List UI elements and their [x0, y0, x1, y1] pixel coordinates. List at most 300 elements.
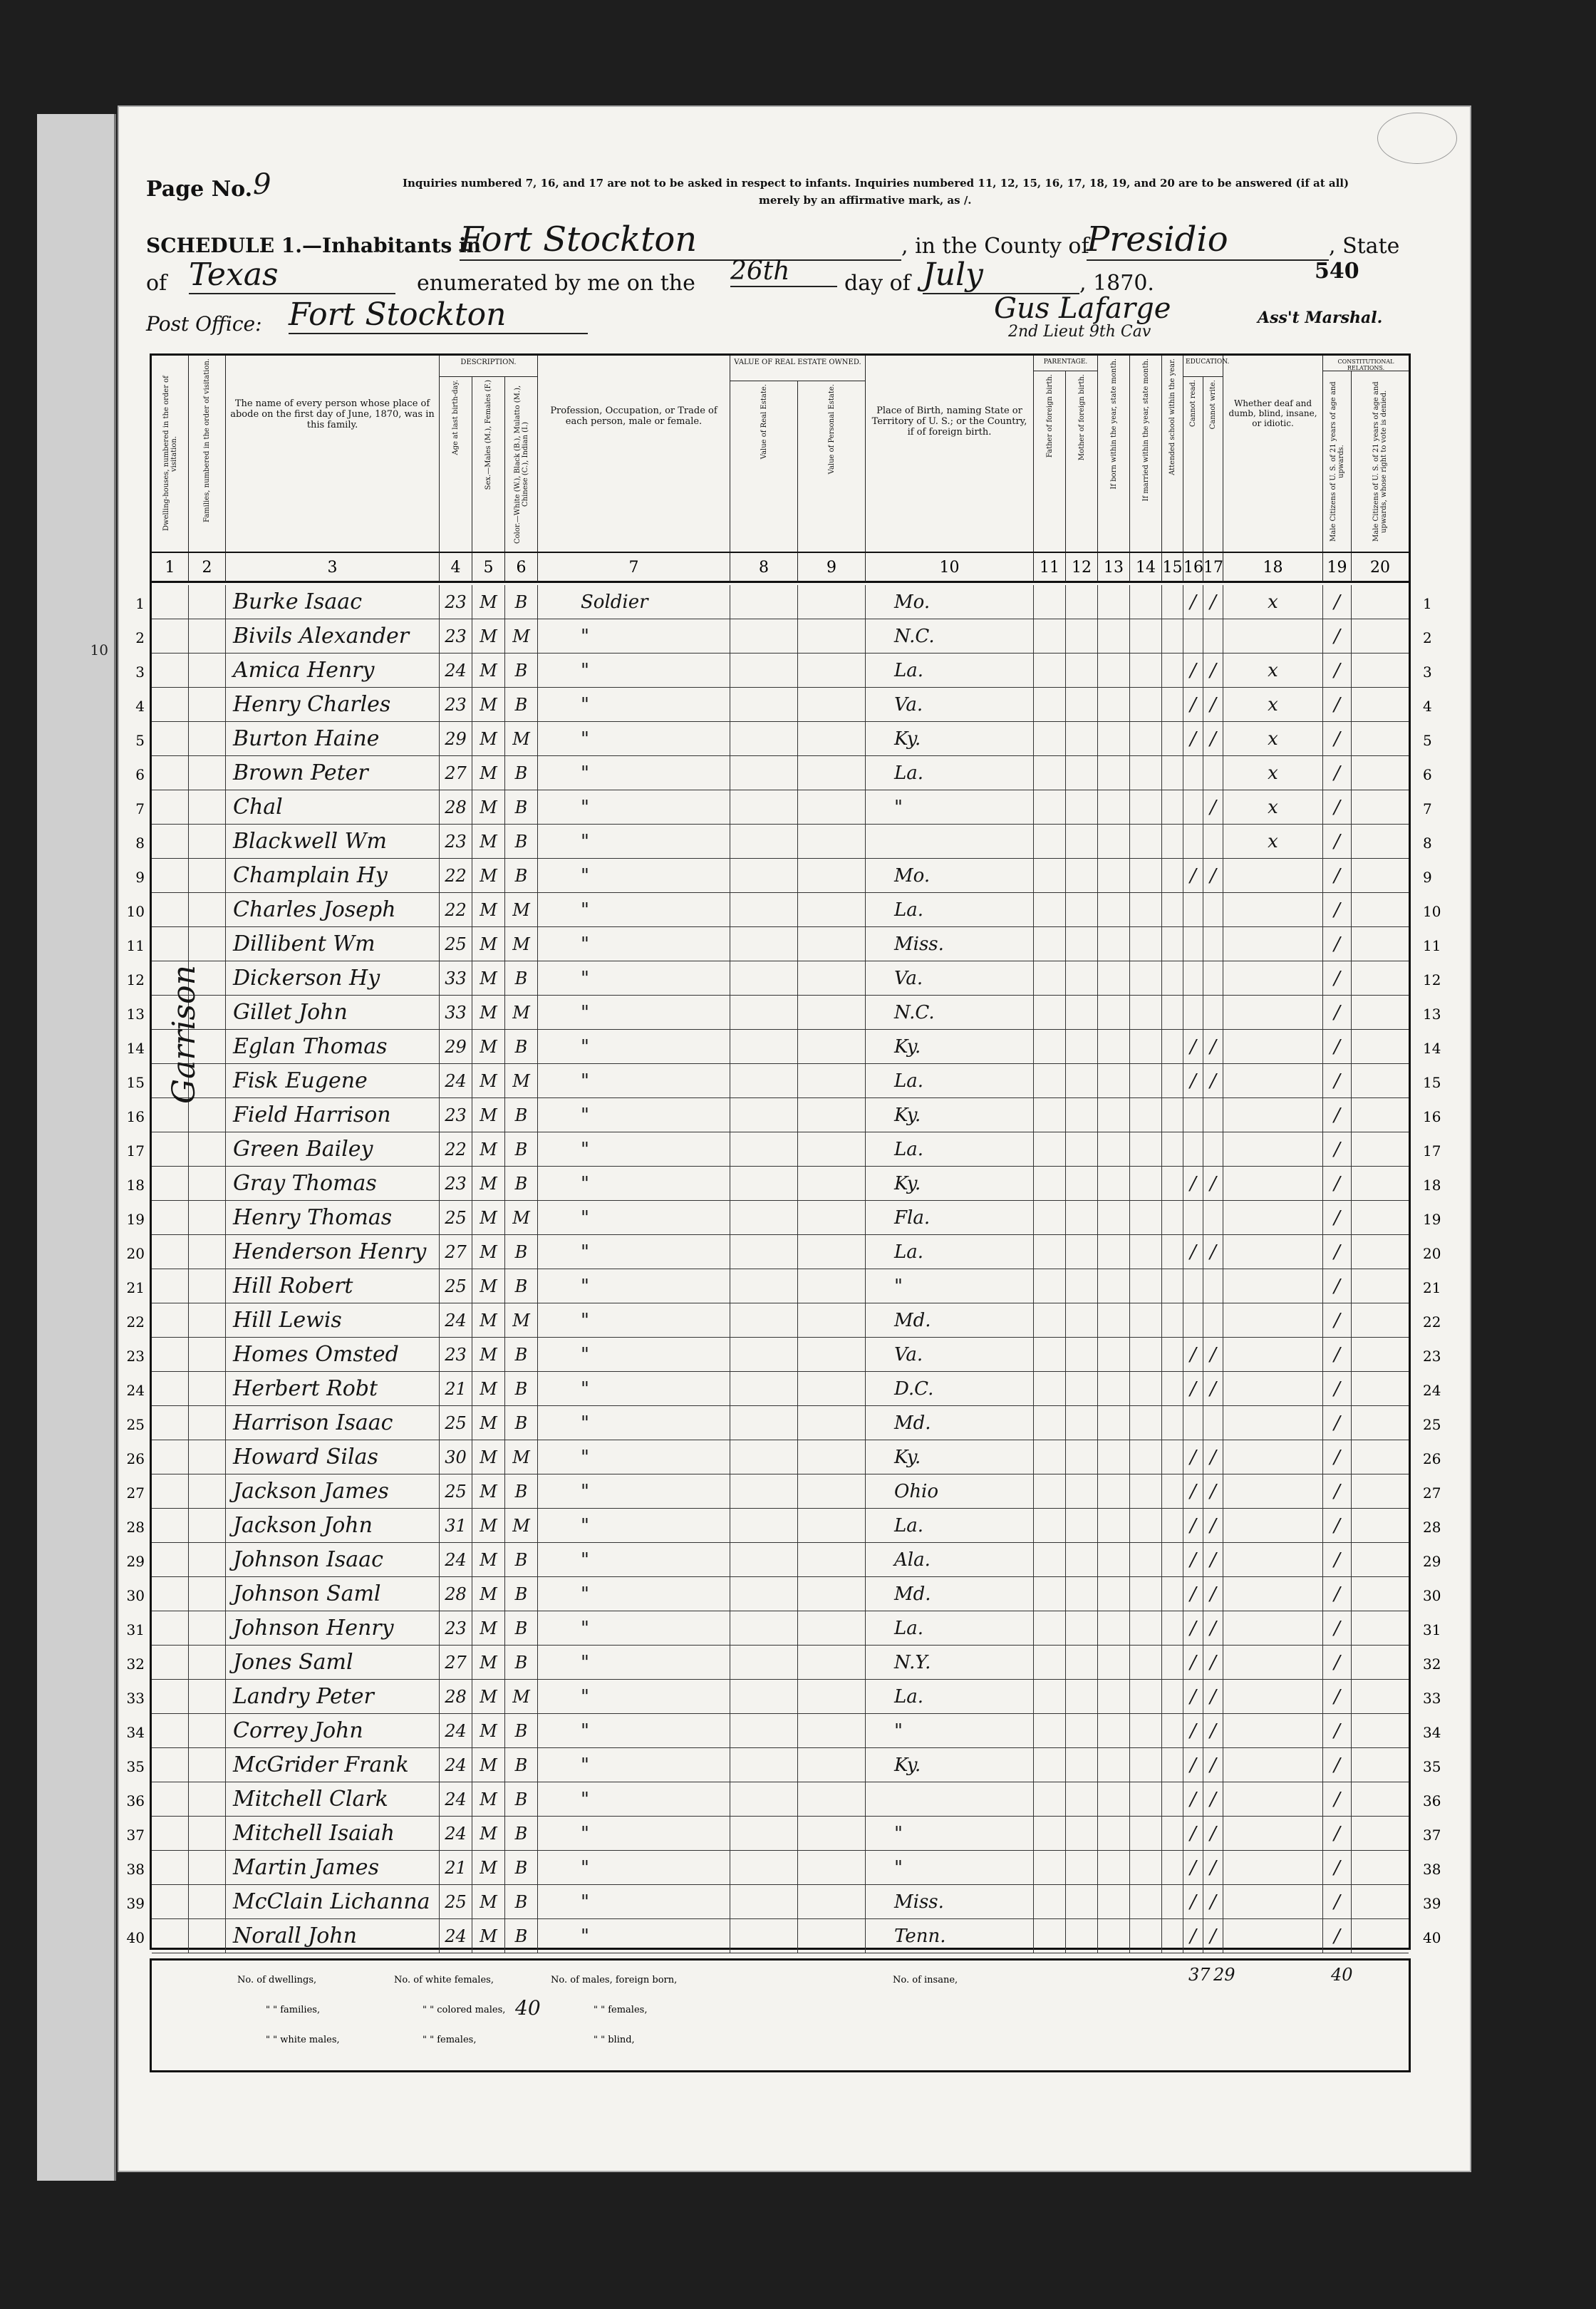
cell-color: B	[505, 1098, 538, 1132]
cell-c16	[1183, 1201, 1203, 1234]
cell-c19: /	[1323, 1030, 1352, 1063]
cell-empty	[798, 1611, 866, 1645]
line-number-left: 37	[126, 1827, 145, 1844]
cell-empty	[1162, 1269, 1183, 1303]
column-number: 12	[1066, 552, 1098, 583]
cell-color: B	[505, 1406, 538, 1440]
table-row	[135, 654, 1432, 688]
cell-empty	[1352, 1680, 1409, 1713]
cell-empty	[1034, 1474, 1066, 1508]
cell-age: 25	[440, 1474, 472, 1508]
line-number-left: 22	[126, 1313, 145, 1331]
cell-c17: /	[1203, 1338, 1223, 1371]
cell-birth: N.C.	[866, 996, 1034, 1029]
cell-color: B	[505, 961, 538, 995]
cell-age: 23	[440, 585, 472, 619]
cell-empty	[1034, 1817, 1066, 1850]
cell-name: Green Bailey	[226, 1132, 440, 1166]
line-number-right: 14	[1423, 1040, 1441, 1057]
cell-name: Mitchell Isaiah	[226, 1817, 440, 1850]
line-number-left: 29	[126, 1553, 145, 1570]
cell-c19: /	[1323, 1919, 1352, 1953]
cell-empty	[1130, 1235, 1162, 1269]
cell-empty	[189, 1885, 226, 1918]
cell-c19: /	[1323, 961, 1352, 995]
cell-empty	[189, 1611, 226, 1645]
col-header-13: If born within the year, state month.	[1098, 356, 1130, 552]
cell-sex: M	[472, 654, 505, 687]
cell-empty	[189, 1714, 226, 1747]
cell-empty	[798, 825, 866, 858]
cell-age: 27	[440, 756, 472, 790]
cell-c19: /	[1323, 585, 1352, 619]
cell-empty	[152, 1885, 189, 1918]
cell-empty	[798, 1714, 866, 1747]
line-number-right: 27	[1423, 1484, 1441, 1502]
cell-empty	[1066, 654, 1098, 687]
cell-name: Hill Robert	[226, 1269, 440, 1303]
line-number-left: 31	[126, 1621, 145, 1638]
cell-empty	[1034, 1885, 1066, 1918]
cell-empty	[1352, 996, 1409, 1029]
cell-empty	[1162, 585, 1183, 619]
cell-empty	[189, 1201, 226, 1234]
cell-sex: M	[472, 1338, 505, 1371]
cell-empty	[1162, 927, 1183, 961]
cell-birth: La.	[866, 893, 1034, 926]
cell-occ: "	[538, 1919, 730, 1953]
line-number-left: 33	[126, 1690, 145, 1707]
cell-empty	[1130, 1269, 1162, 1303]
cell-color: B	[505, 1543, 538, 1576]
cell-c18	[1223, 1646, 1323, 1679]
cell-color: B	[505, 688, 538, 721]
cell-empty	[189, 1132, 226, 1166]
cell-empty	[798, 688, 866, 721]
cell-empty	[1162, 1132, 1183, 1166]
cell-occ: "	[538, 859, 730, 892]
cell-empty	[1098, 756, 1130, 790]
cell-empty	[152, 619, 189, 653]
instructions-line1: Inquiries numbered 7, 16, and 17 are not to be asked in respect to infants. Inquiries numbered 11, 12, 15, 16, 17, 18, 19, and 20 are to be answered (if at all)	[403, 177, 1349, 190]
cell-c17: /	[1203, 1474, 1223, 1508]
table-row	[135, 688, 1432, 722]
cell-occ: "	[538, 825, 730, 858]
cell-empty	[730, 1817, 798, 1850]
cell-empty	[189, 1817, 226, 1850]
cell-age: 24	[440, 1543, 472, 1576]
cell-empty	[1034, 585, 1066, 619]
column-number: 14	[1130, 552, 1162, 583]
cell-name: Johnson Saml	[226, 1577, 440, 1611]
cell-sex: M	[472, 619, 505, 653]
cell-color: M	[505, 1201, 538, 1234]
cell-color: M	[505, 619, 538, 653]
cell-empty	[1352, 1782, 1409, 1816]
cell-empty	[189, 1577, 226, 1611]
cell-birth: Miss.	[866, 1885, 1034, 1918]
cell-empty	[1034, 1851, 1066, 1884]
cell-empty	[1066, 1680, 1098, 1713]
cell-c19: /	[1323, 1851, 1352, 1884]
column-number: 15	[1162, 552, 1183, 583]
cell-empty	[1352, 1714, 1409, 1747]
cell-empty	[1066, 961, 1098, 995]
cell-c16	[1183, 893, 1203, 926]
cell-name: Fisk Eugene	[226, 1064, 440, 1097]
cell-c16: /	[1183, 1235, 1203, 1269]
cell-birth: La.	[866, 1132, 1034, 1166]
cell-c17	[1203, 927, 1223, 961]
cell-sex: M	[472, 688, 505, 721]
cell-age: 28	[440, 790, 472, 824]
cell-empty	[1034, 825, 1066, 858]
table-row	[126, 1680, 1441, 1714]
state-field: Texas	[189, 257, 395, 294]
cell-empty	[1162, 893, 1183, 926]
cell-empty	[1352, 927, 1409, 961]
cell-c17	[1203, 1201, 1223, 1234]
cell-empty	[1162, 996, 1183, 1029]
line-number-left: 14	[126, 1040, 145, 1057]
cell-color: B	[505, 654, 538, 687]
cell-empty	[730, 1338, 798, 1371]
table-row	[126, 996, 1441, 1030]
cell-occ: "	[538, 1030, 730, 1063]
line-number-left: 10	[126, 903, 145, 920]
cell-c18	[1223, 1064, 1323, 1097]
cell-color: B	[505, 1748, 538, 1782]
cell-c16	[1183, 790, 1203, 824]
cell-empty	[1162, 756, 1183, 790]
cell-occ: "	[538, 722, 730, 755]
cell-c19: /	[1323, 1372, 1352, 1405]
cell-c18: x	[1223, 722, 1323, 755]
cell-empty	[1098, 1338, 1130, 1371]
cell-name: Jones Saml	[226, 1646, 440, 1679]
cell-age: 23	[440, 825, 472, 858]
cell-occ: "	[538, 1817, 730, 1850]
cell-empty	[1162, 1372, 1183, 1405]
cell-empty	[1162, 654, 1183, 687]
cell-c19: /	[1323, 688, 1352, 721]
cell-color: B	[505, 790, 538, 824]
cell-c17: /	[1203, 688, 1223, 721]
side-line-number: 10	[90, 641, 108, 658]
cell-occ: "	[538, 1338, 730, 1371]
cell-empty	[730, 1132, 798, 1166]
line-number-right: 6	[1423, 766, 1432, 783]
cell-c16: /	[1183, 1064, 1203, 1097]
cell-empty	[730, 961, 798, 995]
cell-c18	[1223, 1919, 1323, 1953]
cell-age: 23	[440, 1611, 472, 1645]
line-number-left: 20	[126, 1245, 145, 1262]
cell-color: M	[505, 1509, 538, 1542]
cell-birth: Tenn.	[866, 1919, 1034, 1953]
cell-empty	[1034, 1167, 1066, 1200]
cell-c19: /	[1323, 1509, 1352, 1542]
cell-empty	[1066, 1201, 1098, 1234]
state-label: , State	[1329, 234, 1400, 259]
cell-name: Champlain Hy	[226, 859, 440, 892]
cell-empty	[1162, 1577, 1183, 1611]
cell-empty	[798, 1132, 866, 1166]
cell-birth: Mo.	[866, 859, 1034, 892]
table-row	[126, 961, 1441, 996]
line-number-right: 21	[1423, 1279, 1441, 1296]
cell-c16: /	[1183, 585, 1203, 619]
cell-empty	[189, 756, 226, 790]
cell-c17	[1203, 1098, 1223, 1132]
cell-empty	[1098, 1543, 1130, 1576]
line-number-left: 28	[126, 1519, 145, 1536]
cell-empty	[1352, 1748, 1409, 1782]
cell-occ: "	[538, 1474, 730, 1508]
cell-empty	[1098, 1406, 1130, 1440]
cell-empty	[1034, 1782, 1066, 1816]
cell-empty	[152, 585, 189, 619]
cell-name: Mitchell Clark	[226, 1782, 440, 1816]
cell-empty	[730, 1406, 798, 1440]
cell-empty	[1162, 1303, 1183, 1337]
cell-c19: /	[1323, 1782, 1352, 1816]
cell-sex: M	[472, 1748, 505, 1782]
cell-c16: /	[1183, 1817, 1203, 1850]
line-number-right: 1	[1423, 595, 1432, 612]
cell-birth: Ky.	[866, 1167, 1034, 1200]
cell-c18	[1223, 1269, 1323, 1303]
cell-empty	[152, 1646, 189, 1679]
line-number-left: 40	[126, 1929, 145, 1946]
cell-c17: /	[1203, 1543, 1223, 1576]
cell-empty	[1130, 756, 1162, 790]
column-number: 4	[440, 552, 472, 583]
cell-empty	[1098, 1680, 1130, 1713]
cell-empty	[189, 1646, 226, 1679]
cell-c16: /	[1183, 1851, 1203, 1884]
cell-birth	[866, 825, 1034, 858]
parentage-header: PARENTAGE.	[1034, 356, 1098, 371]
cell-empty	[1098, 654, 1130, 687]
marshal-note: 2nd Lieut 9th Cav	[1008, 323, 1151, 341]
cell-c17: /	[1203, 790, 1223, 824]
cell-color: M	[505, 927, 538, 961]
line-number-left: 15	[126, 1074, 145, 1091]
cell-empty	[1130, 1851, 1162, 1884]
cell-empty	[1162, 1543, 1183, 1576]
cell-empty	[1066, 756, 1098, 790]
cell-c17	[1203, 1406, 1223, 1440]
cell-empty	[730, 1372, 798, 1405]
cell-empty	[1130, 859, 1162, 892]
cell-sex: M	[472, 859, 505, 892]
cell-color: M	[505, 1440, 538, 1474]
cell-occ: "	[538, 1782, 730, 1816]
cell-empty	[1162, 1782, 1183, 1816]
table-row	[126, 893, 1441, 927]
cell-empty	[1034, 1611, 1066, 1645]
cell-sex: M	[472, 961, 505, 995]
cell-empty	[1130, 654, 1162, 687]
cell-empty	[1034, 1064, 1066, 1097]
cell-name: Jackson James	[226, 1474, 440, 1508]
cell-sex: M	[472, 756, 505, 790]
col-header-17: Cannot write.	[1203, 377, 1223, 552]
cell-empty	[730, 1030, 798, 1063]
cell-empty	[1034, 756, 1066, 790]
table-row	[135, 756, 1432, 790]
cell-c19: /	[1323, 756, 1352, 790]
cell-c19: /	[1323, 1577, 1352, 1611]
cell-c16	[1183, 927, 1203, 961]
table-row	[126, 1098, 1441, 1132]
col-header-16: Cannot read.	[1183, 377, 1203, 552]
line-number-right: 22	[1423, 1313, 1441, 1331]
cell-c19: /	[1323, 654, 1352, 687]
cell-empty	[189, 1851, 226, 1884]
cell-empty	[798, 1851, 866, 1884]
schedule-label: SCHEDULE 1.—Inhabitants in	[146, 234, 482, 257]
cell-empty	[1130, 1474, 1162, 1508]
cell-empty	[1034, 1235, 1066, 1269]
cell-c19: /	[1323, 927, 1352, 961]
cell-occ: "	[538, 1167, 730, 1200]
cell-birth: Md.	[866, 1406, 1034, 1440]
cell-c17: /	[1203, 1782, 1223, 1816]
cell-color: M	[505, 1303, 538, 1337]
cell-c19: /	[1323, 1167, 1352, 1200]
real-estate-header: VALUE OF REAL ESTATE OWNED.	[730, 356, 866, 381]
cell-empty	[798, 1338, 866, 1371]
column-number: 18	[1223, 552, 1323, 583]
cell-empty	[1066, 893, 1098, 926]
table-row	[126, 1474, 1441, 1509]
cell-empty	[1098, 825, 1130, 858]
cell-color: M	[505, 996, 538, 1029]
cell-empty	[798, 1030, 866, 1063]
cell-c16: /	[1183, 722, 1203, 755]
cell-empty	[189, 1440, 226, 1474]
cell-empty	[152, 859, 189, 892]
cell-age: 21	[440, 1851, 472, 1884]
cell-sex: M	[472, 1474, 505, 1508]
col-header-9: Value of Personal Estate.	[798, 381, 866, 552]
cell-empty	[189, 1235, 226, 1269]
cell-empty	[152, 1338, 189, 1371]
cell-c19: /	[1323, 1748, 1352, 1782]
cell-age: 23	[440, 1167, 472, 1200]
cell-c16: /	[1183, 1611, 1203, 1645]
cell-c19: /	[1323, 1269, 1352, 1303]
cell-empty	[1066, 1851, 1098, 1884]
cell-empty	[730, 1714, 798, 1747]
line-number-right: 35	[1423, 1758, 1441, 1775]
cell-c18: x	[1223, 825, 1323, 858]
cell-age: 33	[440, 961, 472, 995]
cell-empty	[1034, 1680, 1066, 1713]
cell-c16: /	[1183, 1543, 1203, 1576]
cell-occ: "	[538, 654, 730, 687]
cell-birth	[866, 1782, 1034, 1816]
cell-age: 29	[440, 722, 472, 755]
cell-name: Johnson Isaac	[226, 1543, 440, 1576]
cell-empty	[189, 688, 226, 721]
table-row	[126, 1167, 1441, 1201]
column-number: 6	[505, 552, 538, 583]
cell-empty	[730, 1509, 798, 1542]
cell-empty	[152, 927, 189, 961]
cell-c17: /	[1203, 722, 1223, 755]
cell-age: 24	[440, 1817, 472, 1850]
cell-empty	[1098, 927, 1130, 961]
line-number-right: 12	[1423, 971, 1441, 988]
cell-sex: M	[472, 1714, 505, 1747]
cell-birth: Va.	[866, 688, 1034, 721]
cell-age: 25	[440, 927, 472, 961]
cell-empty	[1098, 1885, 1130, 1918]
cell-empty	[1034, 1269, 1066, 1303]
cell-sex: M	[472, 1919, 505, 1953]
cell-empty	[152, 756, 189, 790]
cell-age: 31	[440, 1509, 472, 1542]
line-number-right: 2	[1423, 629, 1432, 646]
cell-empty	[798, 1543, 866, 1576]
cell-sex: M	[472, 585, 505, 619]
cell-empty	[1034, 996, 1066, 1029]
cell-birth: "	[866, 1851, 1034, 1884]
cell-empty	[730, 1543, 798, 1576]
cell-empty	[1098, 1303, 1130, 1337]
cell-empty	[1098, 1748, 1130, 1782]
cell-c16: /	[1183, 1167, 1203, 1200]
cell-age: 25	[440, 1406, 472, 1440]
cell-color: M	[505, 722, 538, 755]
cell-empty	[730, 654, 798, 687]
cell-empty	[798, 859, 866, 892]
cell-empty	[1130, 688, 1162, 721]
cell-empty	[1098, 722, 1130, 755]
cell-color: B	[505, 1851, 538, 1884]
cell-empty	[152, 1303, 189, 1337]
cell-birth: La.	[866, 1611, 1034, 1645]
cell-empty	[189, 654, 226, 687]
cell-empty	[152, 1680, 189, 1713]
cell-color: B	[505, 1132, 538, 1166]
cell-empty	[152, 1851, 189, 1884]
column-number: 1	[152, 552, 189, 583]
stamp-mark	[1377, 113, 1457, 164]
cell-empty	[1034, 1338, 1066, 1371]
cell-empty	[1162, 1885, 1183, 1918]
cell-empty	[1034, 1577, 1066, 1611]
cell-age: 23	[440, 1338, 472, 1371]
post-office-field: Fort Stockton	[289, 296, 588, 334]
cell-c16	[1183, 961, 1203, 995]
page-label: Page No.	[146, 177, 253, 202]
cell-empty	[1130, 927, 1162, 961]
cell-empty	[189, 1406, 226, 1440]
cell-empty	[730, 859, 798, 892]
cell-name: Eglan Thomas	[226, 1030, 440, 1063]
line-number-right: 38	[1423, 1861, 1441, 1878]
cell-birth: Fla.	[866, 1201, 1034, 1234]
cell-empty	[1352, 1919, 1409, 1953]
post-office-label: Post Office:	[146, 312, 262, 336]
line-number-right: 4	[1423, 698, 1432, 715]
cell-c19: /	[1323, 825, 1352, 858]
cell-age: 27	[440, 1646, 472, 1679]
